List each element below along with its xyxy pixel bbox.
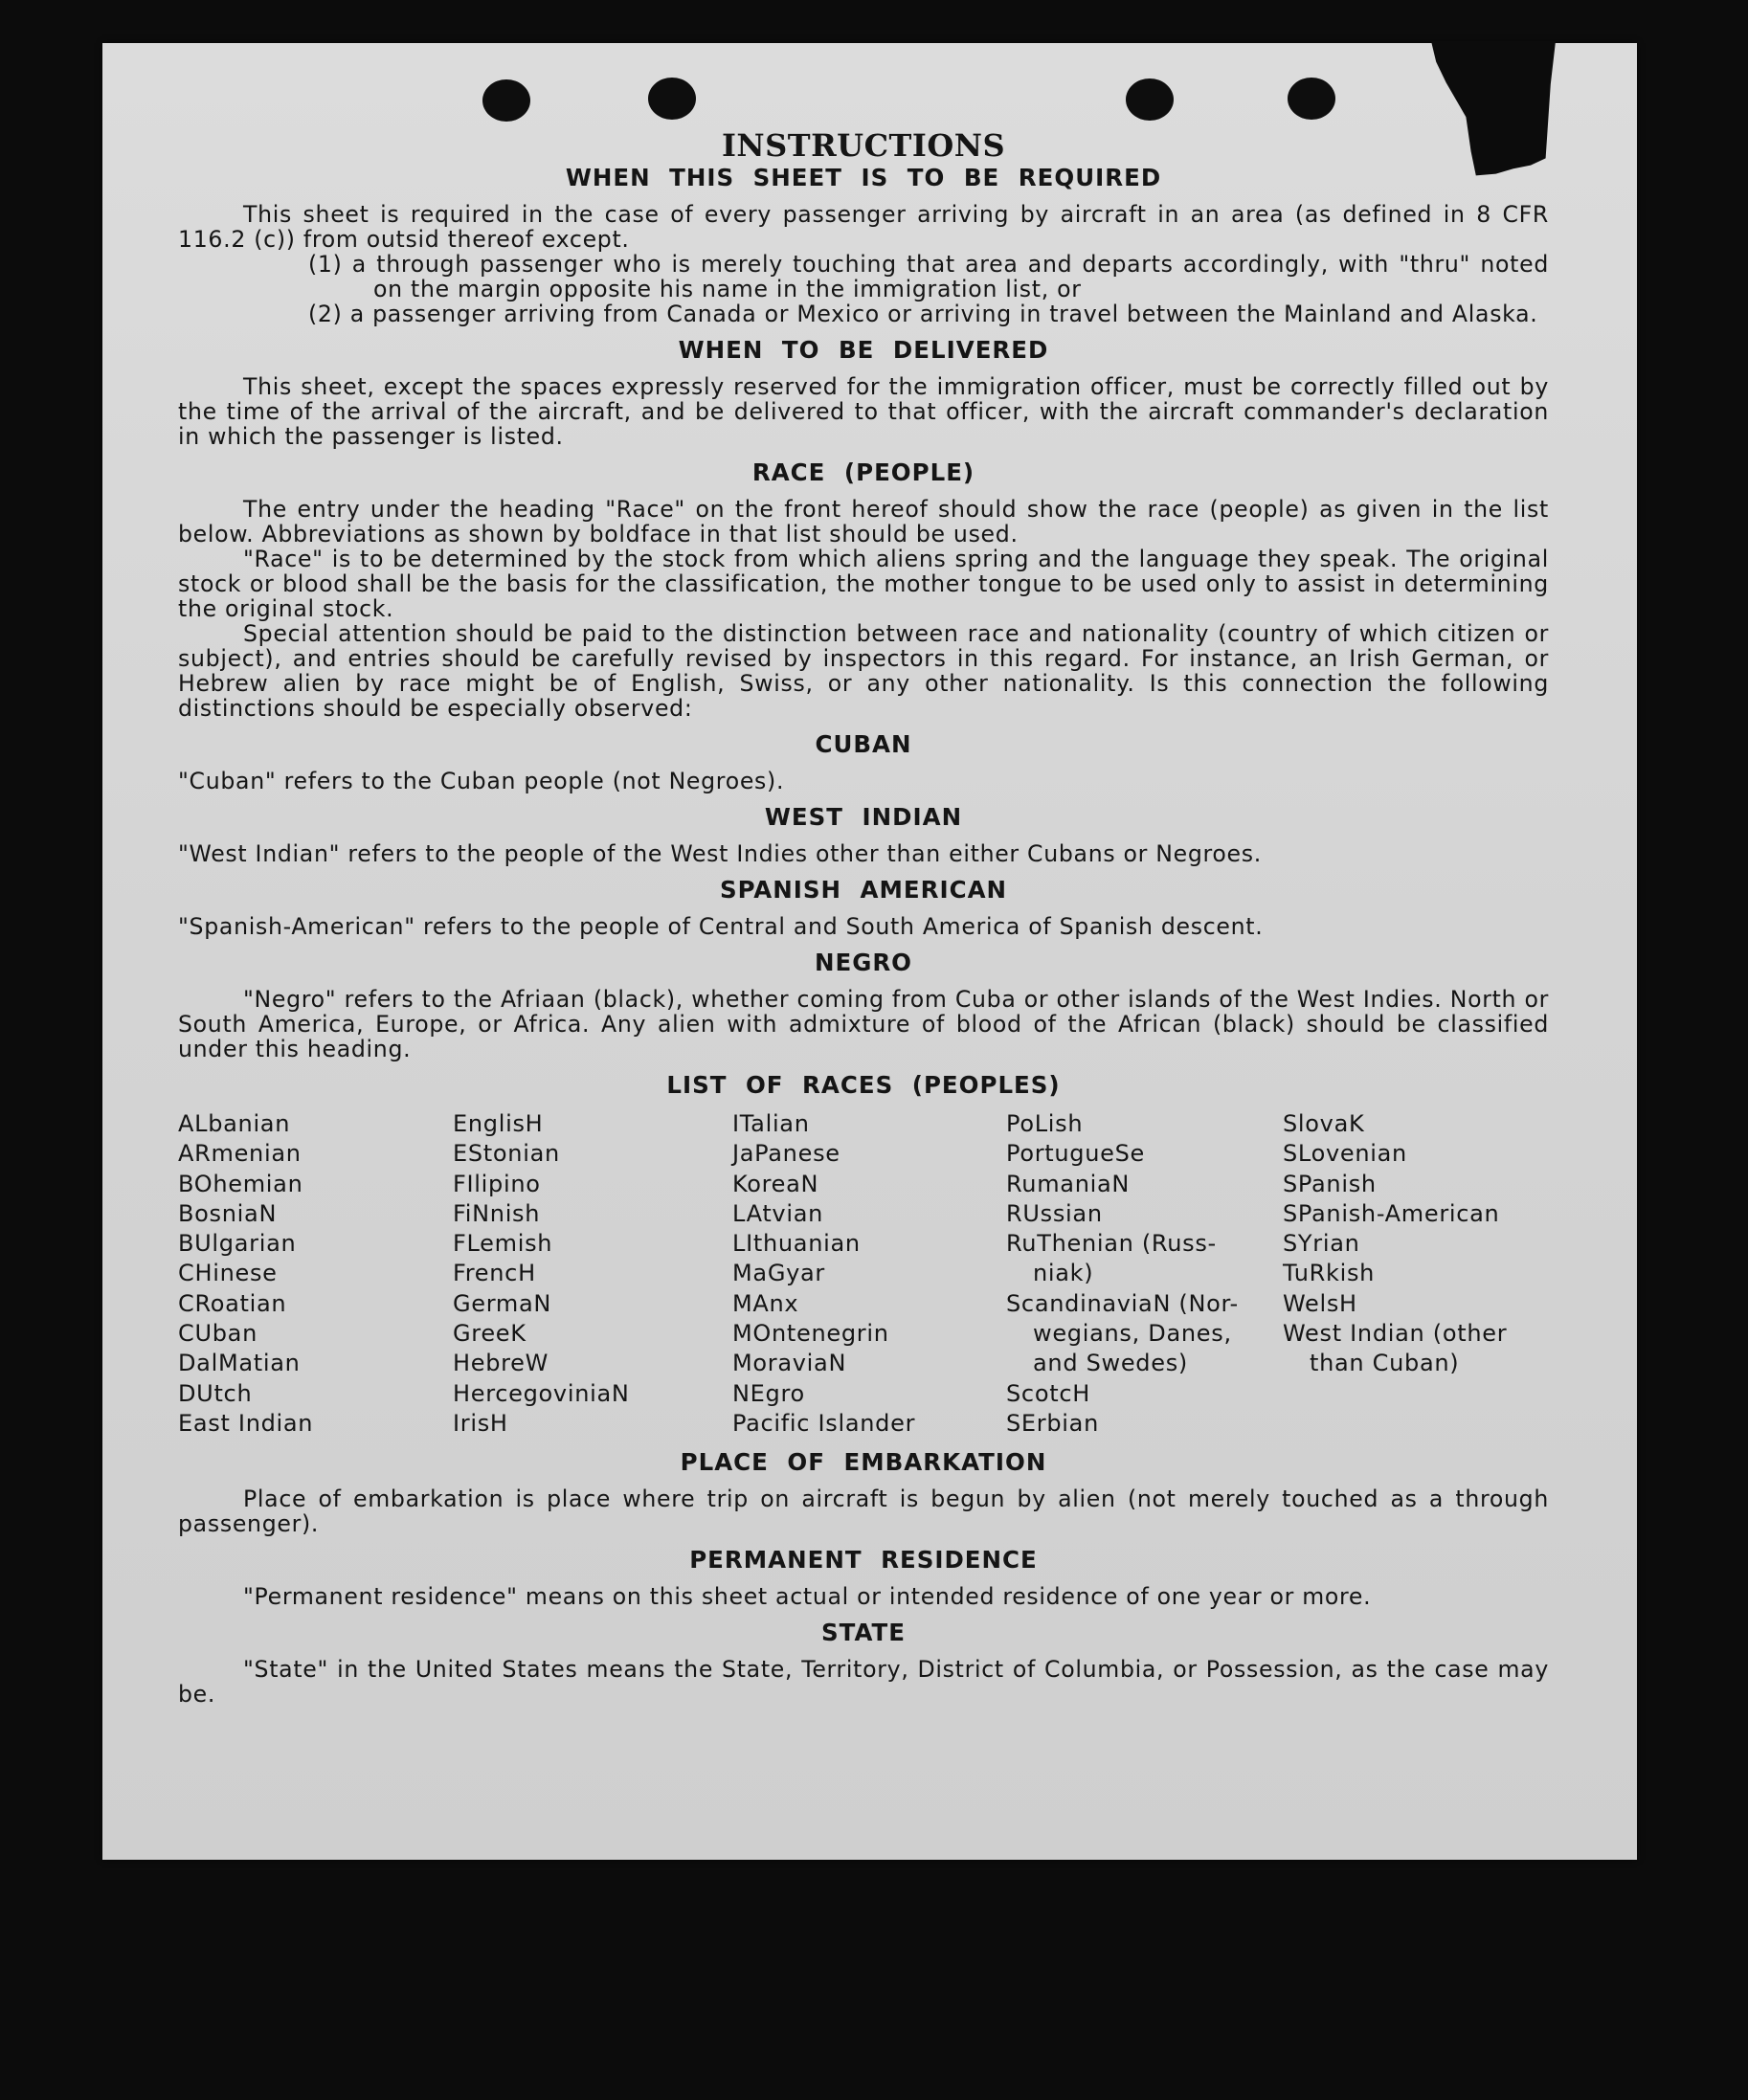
- heading-when-delivered: WHEN TO BE DELIVERED: [678, 336, 1049, 364]
- race-entry: ITalian: [732, 1110, 810, 1137]
- residence-text: "Permanent residence" means on this sheet actual or intended residence of one year or more.: [243, 1583, 1372, 1611]
- race-entry: FrencH: [453, 1260, 536, 1287]
- race-entry: ARmenian: [178, 1140, 302, 1168]
- west-indian-text: "West Indian" refers to the people of the West Indies other than either Cubans or Negroes.: [178, 840, 1262, 867]
- heading-list-of-races: LIST OF RACES (PEOPLES): [666, 1071, 1061, 1099]
- race-entry: DUtch: [178, 1379, 253, 1407]
- race-entry: SlovaK: [1283, 1110, 1365, 1137]
- race-entry: EnglisH: [453, 1110, 544, 1137]
- heading-permanent-residence: PERMANENT RESIDENCE: [689, 1546, 1038, 1575]
- race-entry: CHinese: [178, 1260, 278, 1287]
- race-entry: SYrian: [1283, 1230, 1360, 1258]
- delivered-text: This sheet, except the spaces expressly reserved for the immigration officer, must be correctly filled out by the time of the arrival of the aircraft, and be delivered to that officer, with the aircraft commander's declaration in which the passenger is listed.: [178, 373, 1549, 450]
- race-entry: RumaniaN: [1006, 1170, 1131, 1197]
- race-entry: KoreaN: [732, 1170, 819, 1197]
- heading-race: RACE (PEOPLE): [751, 458, 975, 486]
- punch-hole: [648, 78, 696, 120]
- race-entry: RUssian: [1006, 1199, 1103, 1227]
- negro-text: "Negro" refers to the Afriaan (black), whether coming from Cuba or other islands of the West Indies. North or South America, Europe, or Africa. Any alien with admixture of blood of the African (black) should be classified under this heading.: [178, 986, 1549, 1062]
- race-entry: MAnx: [732, 1289, 799, 1317]
- heading-state: STATE: [821, 1619, 906, 1647]
- punch-hole: [482, 79, 530, 122]
- race-entry: CRoatian: [178, 1289, 287, 1317]
- race-entry: MOntenegrin: [732, 1320, 889, 1348]
- instructions-content: [178, 127, 1549, 1707]
- state-text: "State" in the United States means the State, Territory, District of Columbia, or Possession, as the case may be.: [178, 1656, 1549, 1709]
- races-column-1: [178, 1109, 453, 1439]
- race-entry: ScotcH: [1006, 1379, 1090, 1407]
- races-list: [178, 1109, 1549, 1439]
- race-entry: East Indian: [178, 1409, 314, 1437]
- page-title: INSTRUCTIONS: [721, 127, 1006, 164]
- race-entry: FIlipino: [453, 1170, 541, 1197]
- punch-hole: [1126, 78, 1174, 121]
- race-entry-continued: than Cuban): [1310, 1350, 1460, 1377]
- spanish-american-text: "Spanish-American" refers to the people of Central and South America of Spanish descent.: [178, 913, 1264, 940]
- race-entry: SPanish: [1283, 1170, 1377, 1197]
- race-entry: MoraviaN: [732, 1350, 847, 1377]
- race-entry: RuThenian (Russ-: [1006, 1230, 1217, 1258]
- embarkation-text: Place of embarkation is place where trip on aircraft is begun by alien (not merely touched as a through passenger).: [178, 1486, 1549, 1538]
- race-entry: IrisH: [453, 1409, 508, 1437]
- race-entry: EStonian: [453, 1140, 560, 1168]
- race-entry: SErbian: [1006, 1409, 1099, 1437]
- race-entry: LIthuanian: [732, 1230, 861, 1258]
- race-entry-continued: and Swedes): [1033, 1350, 1188, 1377]
- race-entry: GreeK: [453, 1320, 527, 1348]
- race-paragraph-2: "Race" is to be determined by the stock from which aliens spring and the language they speak. The original stock or blood shall be the basis for the classification, the mother tongue to be used only to assist in determining the original stock.: [178, 546, 1549, 622]
- race-entry: BUlgarian: [178, 1230, 297, 1258]
- heading-place-of-embarkation: PLACE OF EMBARKATION: [680, 1448, 1047, 1477]
- race-entry: DalMatian: [178, 1350, 301, 1377]
- race-entry: HebreW: [453, 1350, 549, 1377]
- heading-cuban: CUBAN: [815, 730, 912, 758]
- race-entry: West Indian (other: [1283, 1320, 1508, 1348]
- race-entry: MaGyar: [732, 1260, 825, 1287]
- required-intro: This sheet is required in the case of every passenger arriving by aircraft in an area (as defined in 8 CFR 116.2 (c)) from outsid thereof except.: [178, 201, 1549, 253]
- race-entry: WelsH: [1283, 1289, 1357, 1317]
- race-entry: NEgro: [732, 1379, 805, 1407]
- races-column-4: [1006, 1109, 1283, 1439]
- heading-negro: NEGRO: [814, 949, 913, 976]
- race-entry: BOhemian: [178, 1170, 303, 1197]
- required-exception-2: (2) a passenger arriving from Canada or Mexico or arriving in travel between the Mainland and Alaska.: [308, 301, 1538, 327]
- race-entry: BosniaN: [178, 1199, 278, 1227]
- race-entry-continued: wegians, Danes,: [1033, 1320, 1232, 1348]
- race-entry: GermaN: [453, 1289, 552, 1317]
- document-sheet: [102, 43, 1637, 1860]
- heading-when-required: WHEN THIS SHEET IS TO BE REQUIRED: [565, 164, 1162, 191]
- race-entry: JaPanese: [732, 1140, 840, 1168]
- punch-hole: [1288, 78, 1335, 120]
- race-entry: PoLish: [1006, 1110, 1084, 1137]
- required-exception-1: (1) a through passenger who is merely touching that area and departs accordingly, with "thru" noted on the margin opposite his name in the immigration list, or: [308, 251, 1549, 302]
- race-entry: FiNnish: [453, 1199, 541, 1227]
- race-entry: TuRkish: [1283, 1260, 1376, 1287]
- cuban-text: "Cuban" refers to the Cuban people (not Negroes).: [178, 768, 785, 794]
- race-entry: ALbanian: [178, 1110, 291, 1137]
- races-column-2: [453, 1109, 732, 1439]
- race-entry: HercegoviniaN: [453, 1379, 630, 1407]
- race-entry: FLemish: [453, 1230, 553, 1258]
- races-column-5: [1283, 1109, 1549, 1439]
- race-entry: CUban: [178, 1320, 258, 1348]
- race-paragraph-1: The entry under the heading "Race" on the front hereof should show the race (people) as given in the list below. Abbreviations as shown by boldface in that list should be used.: [178, 496, 1549, 547]
- race-entry: PortugueSe: [1006, 1140, 1145, 1168]
- race-entry-continued: niak): [1033, 1260, 1094, 1287]
- race-entry: LAtvian: [732, 1199, 824, 1227]
- race-entry: SLovenian: [1283, 1140, 1407, 1168]
- race-paragraph-3: Special attention should be paid to the distinction between race and nationality (country of which citizen or subject), and entries should be carefully revised by inspectors in this regard. For instance, an Irish German, or Hebrew alien by race might be of English, Swiss, or any other nationality. Is this connection the following distinctions should be especially observed:: [178, 620, 1549, 722]
- race-entry: ScandinaviaN (Nor-: [1006, 1289, 1239, 1317]
- heading-spanish-american: SPANISH AMERICAN: [719, 876, 1008, 904]
- heading-west-indian: WEST INDIAN: [764, 803, 963, 831]
- races-column-3: [732, 1109, 1006, 1439]
- race-entry: SPanish-American: [1283, 1199, 1500, 1227]
- race-entry: Pacific Islander: [732, 1409, 916, 1437]
